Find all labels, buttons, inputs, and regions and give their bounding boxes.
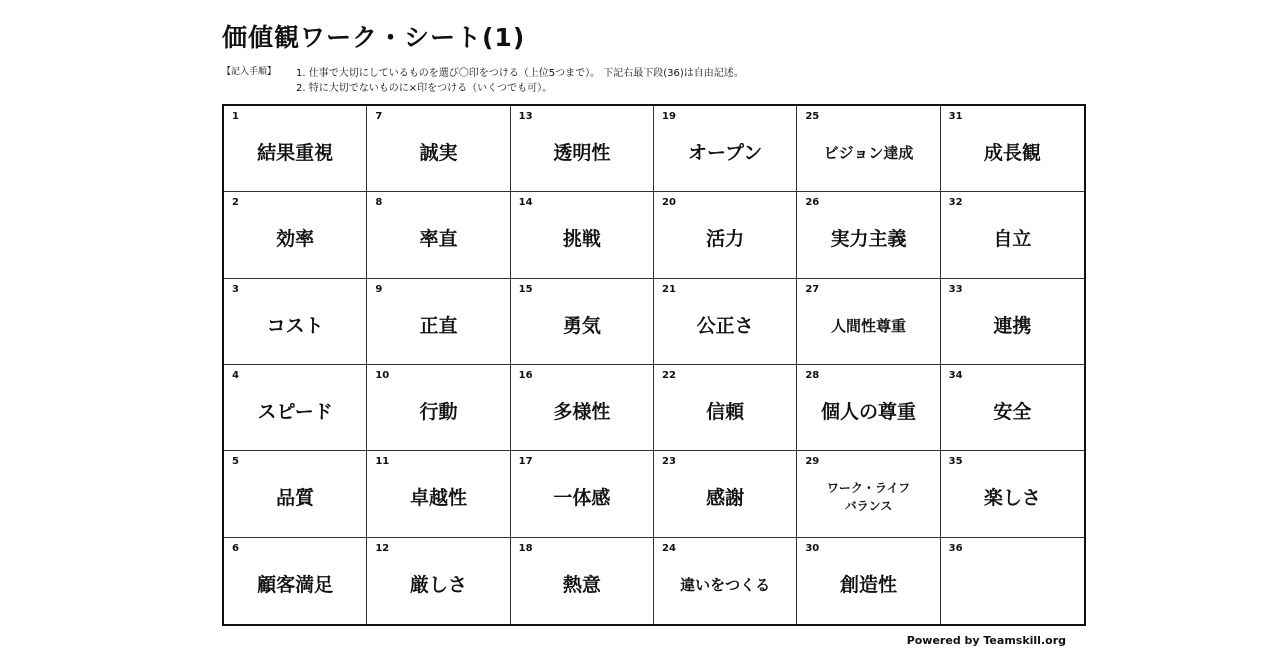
cell-label: 信頼 — [706, 401, 745, 423]
cell-label: 行動 — [419, 401, 458, 423]
cell-label: 公正さ — [696, 314, 754, 337]
cell-number: 22 — [661, 370, 676, 381]
cell-label: 楽しさ — [983, 487, 1041, 510]
cell-number: 2 — [232, 197, 239, 209]
value-cell[interactable] — [511, 106, 654, 192]
cell-label: 透明性 — [553, 142, 611, 164]
cell-label: ワーク・ライフ バランス — [826, 481, 911, 514]
cell-number: 10 — [375, 370, 390, 381]
value-cell[interactable] — [511, 451, 654, 537]
cell-number: 33 — [948, 283, 963, 295]
footer-credit: Powered by Teamskill.org — [906, 634, 1066, 647]
value-cell[interactable] — [224, 538, 367, 624]
cell-label: 一体感 — [553, 487, 611, 510]
cell-label: 多様性 — [553, 401, 611, 423]
cell-label: 挑戦 — [562, 228, 601, 251]
worksheet-title: 価値観ワーク・シート(1) — [222, 23, 526, 52]
cell-number: 23 — [661, 456, 676, 468]
value-cell[interactable] — [797, 538, 940, 624]
cell-number: 35 — [948, 456, 963, 468]
cell-number: 27 — [805, 283, 820, 295]
value-cell[interactable] — [511, 279, 654, 365]
value-cell[interactable] — [367, 279, 510, 365]
value-cell[interactable] — [654, 451, 797, 537]
cell-number: 11 — [375, 456, 390, 468]
cell-label: 感謝 — [706, 487, 745, 510]
cell-number: 3 — [232, 283, 239, 295]
cell-number: 32 — [948, 197, 963, 209]
instructions-label: 【記入手順】 — [222, 67, 277, 77]
cell-number: 34 — [948, 370, 963, 381]
cell-label: 結果重視 — [257, 142, 334, 164]
cell-number: 13 — [518, 111, 533, 122]
value-cell[interactable] — [654, 365, 797, 451]
cell-label: 連携 — [993, 314, 1032, 337]
cell-label: 実力主義 — [830, 228, 907, 251]
cell-number: 24 — [661, 542, 676, 554]
cell-number: 18 — [518, 542, 533, 554]
value-cell[interactable] — [224, 192, 367, 278]
cell-label: 安全 — [993, 401, 1032, 423]
instruction-step-2: 2. 特に大切でないものに×印をつける（いくつでも可）。 — [296, 83, 553, 94]
cell-label: 個人の尊重 — [820, 401, 916, 423]
value-cell[interactable] — [224, 106, 367, 192]
cell-label: 成長観 — [983, 142, 1041, 164]
value-cell[interactable] — [654, 106, 797, 192]
cell-number: 19 — [661, 111, 676, 122]
cell-label: 効率 — [276, 228, 315, 251]
cell-number: 9 — [375, 283, 383, 295]
cell-number: 36 — [948, 542, 963, 554]
cell-number: 15 — [518, 283, 533, 295]
cell-number: 4 — [232, 370, 239, 381]
cell-label: 率直 — [419, 228, 458, 251]
cell-label: スピード — [257, 401, 333, 423]
value-cell[interactable] — [367, 106, 510, 192]
cell-label: 熱意 — [562, 573, 601, 596]
cell-number: 12 — [375, 542, 390, 554]
cell-number: 17 — [518, 456, 533, 468]
value-cell[interactable] — [797, 106, 940, 192]
cell-number: 16 — [518, 370, 533, 381]
value-cell[interactable] — [797, 279, 940, 365]
cell-label: 誠実 — [419, 142, 458, 164]
value-cell[interactable] — [941, 192, 1084, 278]
value-cell[interactable] — [224, 279, 367, 365]
cell-label: 正直 — [419, 314, 458, 337]
values-grid — [222, 104, 1086, 626]
cell-label: ビジョン達成 — [823, 144, 914, 162]
cell-label: 顧客満足 — [257, 573, 334, 596]
value-cell[interactable] — [654, 279, 797, 365]
cell-number: 29 — [805, 456, 820, 468]
value-cell[interactable] — [941, 365, 1084, 451]
cell-label: コスト — [266, 314, 324, 337]
value-cell[interactable] — [941, 451, 1084, 537]
value-cell[interactable] — [367, 451, 510, 537]
cell-number: 26 — [805, 197, 820, 209]
cell-label: 活力 — [706, 228, 745, 251]
instruction-step-1: 1. 仕事で大切にしているものを選び〇印をつける（上位5つまで）。 下記右最下段(36)は自由記述。 — [296, 68, 744, 79]
cell-label: オープン — [688, 142, 763, 164]
value-cell[interactable] — [797, 192, 940, 278]
cell-number: 7 — [375, 111, 383, 122]
value-cell[interactable] — [511, 192, 654, 278]
value-cell[interactable] — [797, 451, 940, 537]
cell-number: 25 — [805, 111, 820, 122]
value-cell[interactable] — [511, 365, 654, 451]
cell-number: 30 — [805, 542, 820, 554]
value-cell[interactable] — [797, 365, 940, 451]
cell-number: 6 — [232, 542, 239, 554]
cell-number: 21 — [661, 283, 676, 295]
cell-number: 5 — [232, 456, 239, 468]
value-cell[interactable] — [654, 538, 797, 624]
cell-number: 28 — [805, 370, 820, 381]
cell-number: 1 — [232, 111, 239, 122]
value-cell[interactable] — [941, 279, 1084, 365]
value-cell[interactable] — [367, 538, 510, 624]
cell-label: 違いをつくる — [680, 575, 771, 594]
value-cell[interactable] — [511, 538, 654, 624]
cell-number: 14 — [518, 197, 533, 209]
value-cell[interactable] — [367, 192, 510, 278]
cell-number: 8 — [375, 197, 383, 209]
cell-label: 品質 — [276, 487, 315, 510]
value-cell[interactable] — [941, 538, 1084, 624]
cell-label: 自立 — [993, 228, 1032, 251]
cell-number: 31 — [948, 111, 963, 122]
cell-number: 20 — [661, 197, 676, 209]
value-cell[interactable] — [224, 451, 367, 537]
value-cell[interactable] — [367, 365, 510, 451]
cell-label: 卓越性 — [409, 487, 467, 510]
value-cell[interactable] — [224, 365, 367, 451]
cell-label: 人間性尊重 — [830, 316, 906, 335]
cell-label: 創造性 — [839, 573, 897, 596]
cell-label: 勇気 — [562, 314, 601, 337]
value-cell[interactable] — [654, 192, 797, 278]
value-cell[interactable] — [941, 106, 1084, 192]
cell-label: 厳しさ — [409, 573, 467, 596]
